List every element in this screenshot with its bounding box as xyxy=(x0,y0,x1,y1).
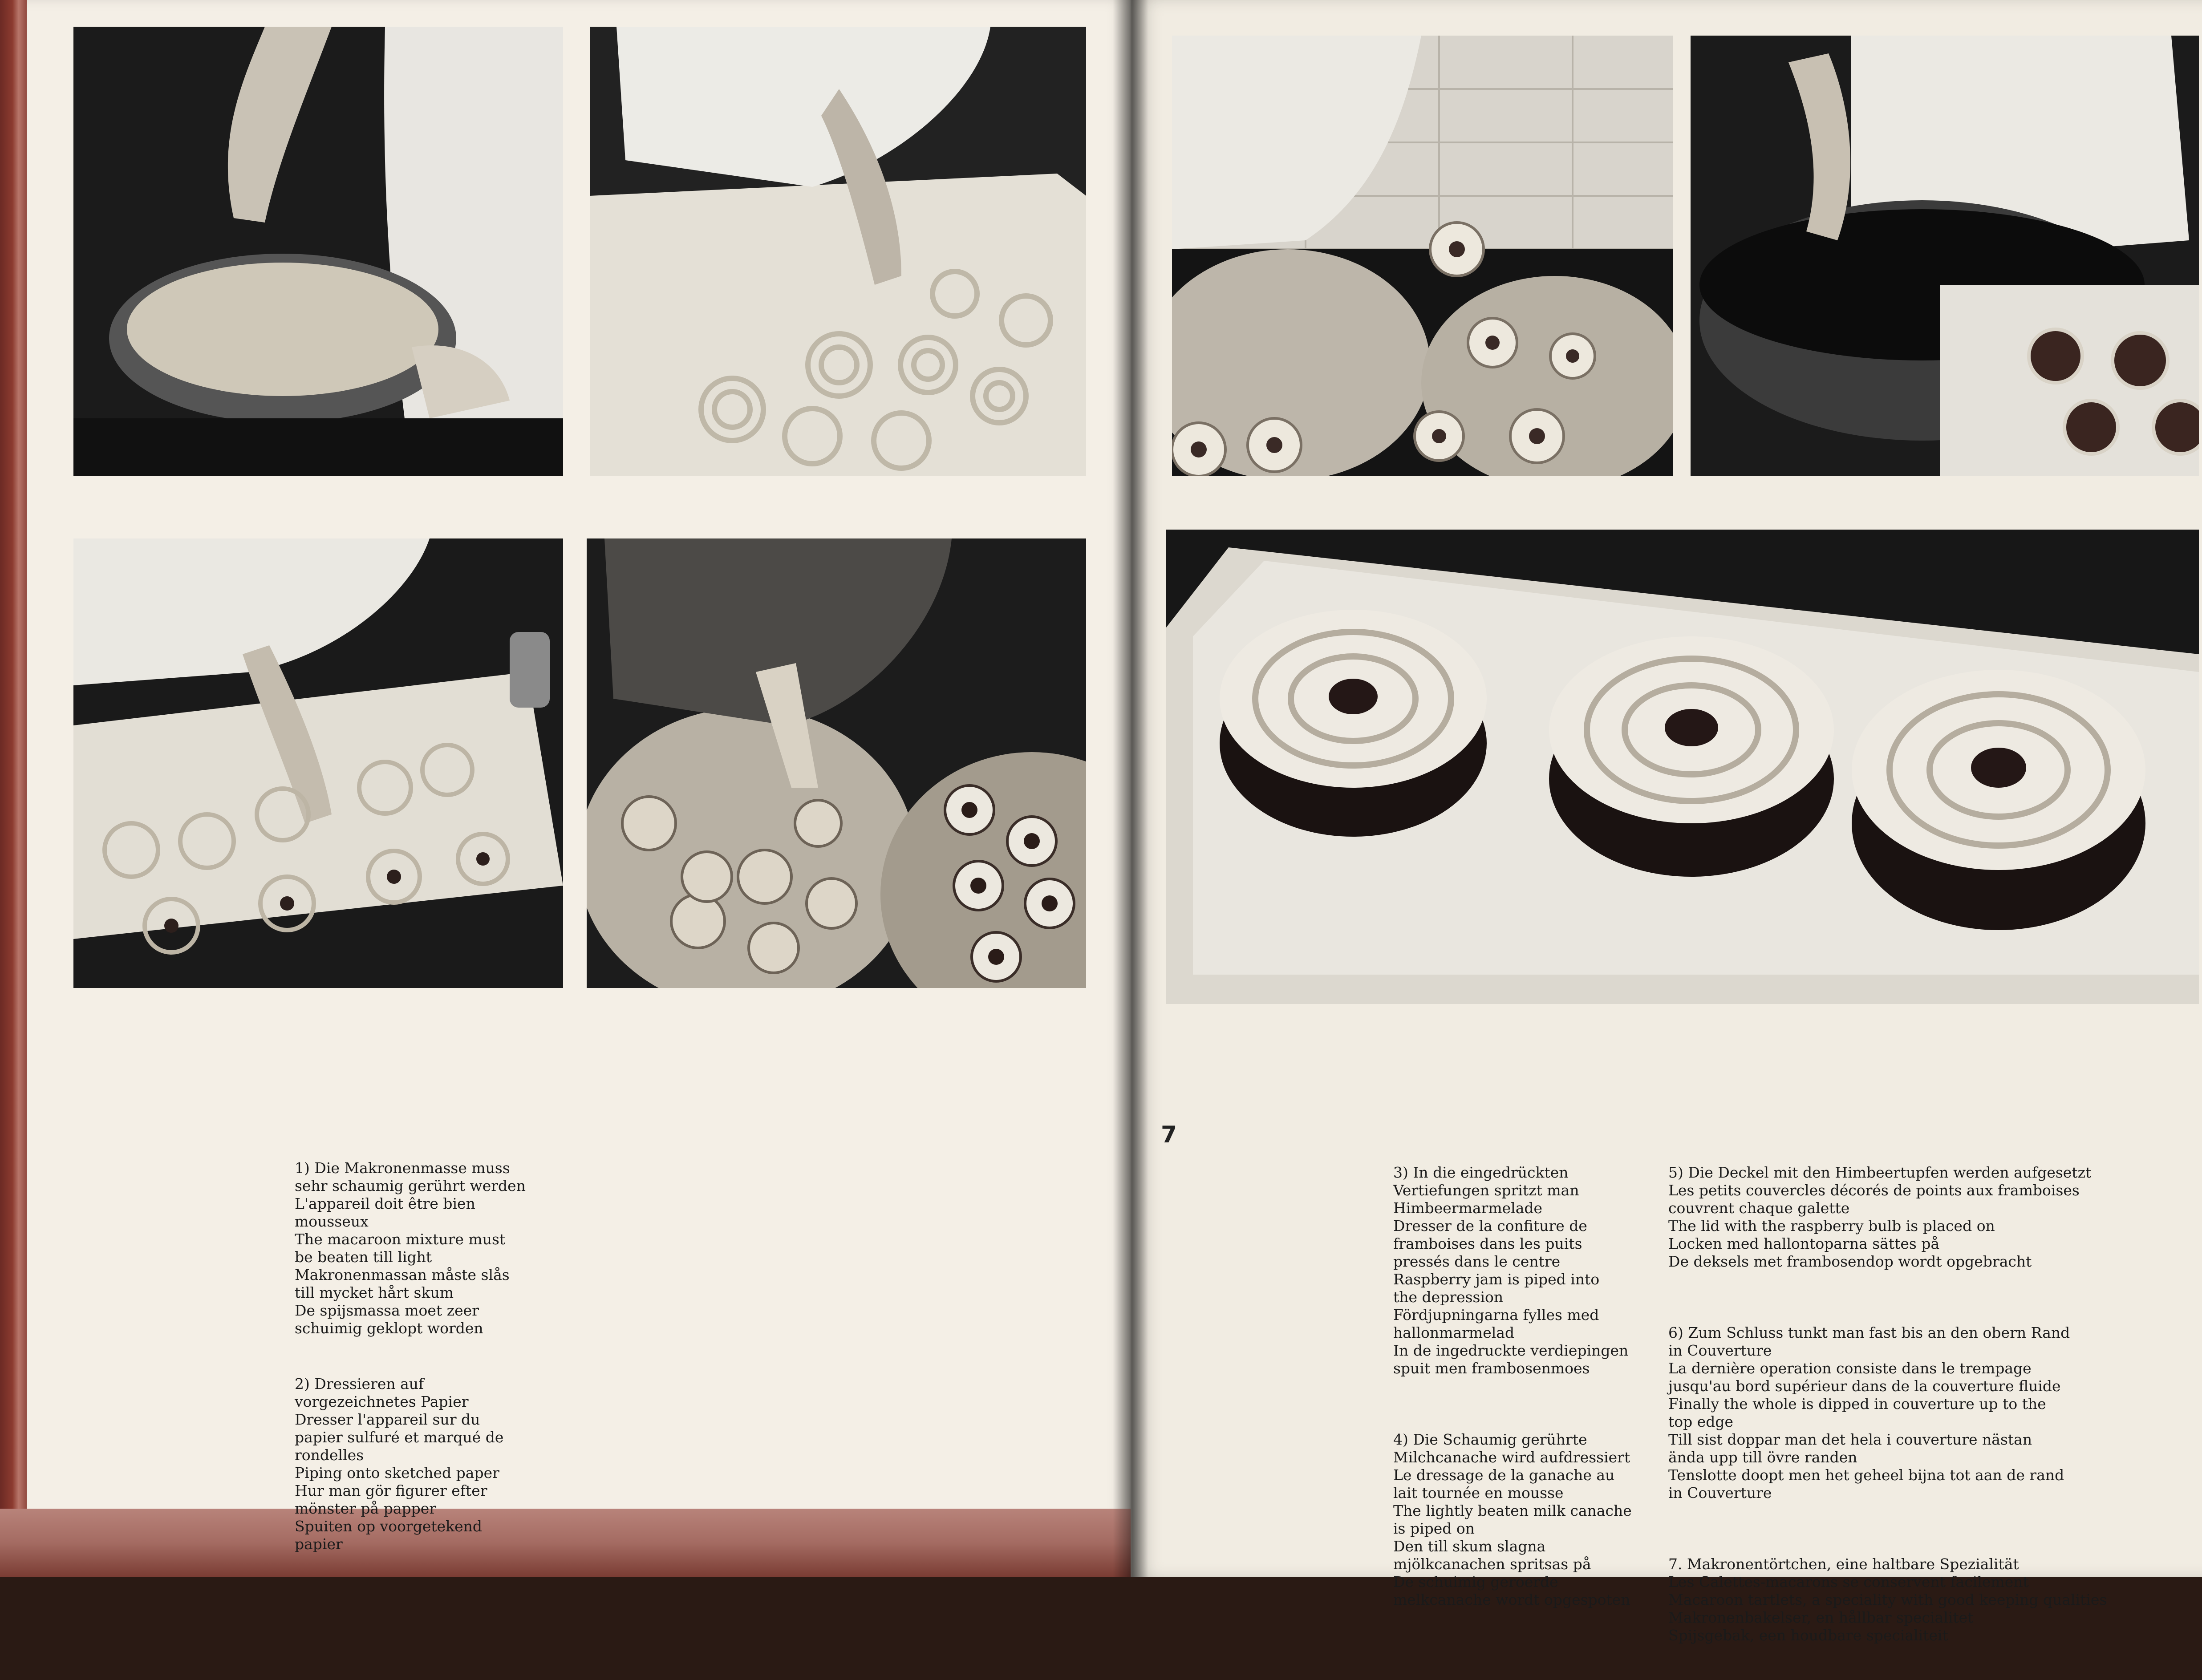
caption-line: In de ingedruckte verdiepingen xyxy=(1393,1342,1629,1359)
caption-line: jusqu'au bord supérieur dans de la couverture fluide xyxy=(1668,1377,2061,1395)
caption-line: mönster på papper xyxy=(295,1500,437,1517)
caption-line: 7. Makronentörtchen, eine haltbare Spezialität xyxy=(1668,1555,2019,1573)
caption-line: Spuiten op voorgetekend xyxy=(295,1518,483,1535)
caption-line: De deksels met frambosendop wordt opgebracht xyxy=(1668,1253,2032,1270)
caption-line: is piped on xyxy=(1393,1520,1475,1537)
caption-line: be beaten till light xyxy=(295,1248,432,1266)
photo-dipping-couverture xyxy=(1691,36,2199,476)
caption-step-5 xyxy=(1668,1164,2107,1271)
caption-line: mousseux xyxy=(295,1213,369,1230)
caption-right-col-a xyxy=(1393,1128,1632,1644)
caption-line: Himbeermarmelade xyxy=(1393,1199,1543,1217)
caption-step-1 xyxy=(295,1159,526,1337)
caption-line: Dresser l'appareil sur du xyxy=(295,1411,480,1428)
caption-line: hallonmarmelad xyxy=(1393,1324,1515,1341)
caption-line: De spijsmassa moet zeer xyxy=(295,1302,479,1319)
photo-finished-tartlets xyxy=(1166,530,2199,1004)
caption-line: Makronenmassan måste slås xyxy=(295,1266,510,1283)
caption-line: Le dressage de la ganache au xyxy=(1393,1466,1615,1484)
caption-line: 1) Die Makronenmasse muss xyxy=(295,1159,510,1177)
caption-step-4 xyxy=(1393,1431,1632,1609)
caption-line: ända upp till övre randen xyxy=(1668,1449,1857,1466)
photo-piping-jam xyxy=(73,538,563,988)
caption-line: De schuimig geroerde xyxy=(1393,1573,1558,1591)
caption-line: Raspberry jam is piped into xyxy=(1393,1271,1600,1288)
caption-line: Spijsgebak, een houdbare specialiteit xyxy=(1668,1627,1948,1644)
caption-line: couvrent chaque galette xyxy=(1668,1199,1850,1217)
book-gutter xyxy=(1113,0,1148,1577)
caption-step-3 xyxy=(1393,1164,1632,1377)
caption-line: Macaroon tartlets, a speciality with good keeping qualities xyxy=(1668,1591,2107,1608)
caption-line: top edge xyxy=(1668,1413,1734,1430)
caption-line: in Couverture xyxy=(1668,1342,1772,1359)
caption-line: schuimig geklopt worden xyxy=(295,1320,483,1337)
caption-line: The macaroon mixture must xyxy=(295,1231,506,1248)
caption-line: La dernière operation consiste dans le trempage xyxy=(1668,1360,2032,1377)
caption-line: Milchcanache wird aufdressiert xyxy=(1393,1449,1630,1466)
caption-line: Dresser de la confiture de xyxy=(1393,1217,1587,1235)
caption-line: 3) In die eingedrückten xyxy=(1393,1164,1569,1181)
caption-line: L'appareil doit être bien xyxy=(295,1195,475,1212)
caption-line: Locken med hallontoparna sättes på xyxy=(1668,1235,1940,1252)
caption-step-7 xyxy=(1668,1555,2107,1644)
caption-line: papier xyxy=(295,1535,343,1553)
caption-line: Tenslotte doopt men het geheel bijna tot aan de rand xyxy=(1668,1466,2064,1484)
photo-piping-spirals xyxy=(590,27,1086,476)
caption-line: papier sulfuré et marqué de xyxy=(295,1429,504,1446)
caption-left-2 xyxy=(295,1340,503,1589)
caption-line: Till sist doppar man det hela i couverture nästan xyxy=(1668,1431,2032,1448)
caption-line: The lid with the raspberry bulb is placed on xyxy=(1668,1217,1995,1235)
caption-line: Fördjupningarna fylles med xyxy=(1393,1306,1599,1324)
caption-line: 6) Zum Schluss tunkt man fast bis an den obern Rand xyxy=(1668,1324,2070,1341)
caption-line: rondelles xyxy=(295,1446,364,1464)
photo-mixing-bowl xyxy=(73,27,563,476)
caption-line: 2) Dressieren auf xyxy=(295,1375,424,1393)
caption-line: 4) Die Schaumig gerührte xyxy=(1393,1431,1587,1448)
caption-line: in Couverture xyxy=(1668,1484,1772,1502)
caption-line: the depression xyxy=(1393,1288,1504,1306)
caption-line: Hur man gör figurer efter xyxy=(295,1482,487,1499)
caption-line: Les Calettes-macarons se conservent facilement xyxy=(1668,1573,2029,1591)
caption-line: Makronenbakelser, en hållbar specialitet xyxy=(1668,1609,1974,1626)
caption-line: Finally the whole is dipped in couverture up to the xyxy=(1668,1395,2046,1413)
caption-line: spuit men frambosenmoes xyxy=(1393,1360,1590,1377)
caption-line: pressés dans le centre xyxy=(1393,1253,1561,1270)
page-number: 7 xyxy=(1161,1121,1177,1148)
caption-line: The lightly beaten milk canache xyxy=(1393,1502,1632,1519)
caption-line: Piping onto sketched paper xyxy=(295,1464,499,1482)
caption-line: 5) Die Deckel mit den Himbeertupfen werden aufgesetzt xyxy=(1668,1164,2092,1181)
photo-placing-lids xyxy=(1172,36,1673,476)
caption-step-2 xyxy=(295,1375,503,1553)
caption-line: till mycket hårt skum xyxy=(295,1284,454,1301)
caption-line: mjölkcanachen spritsas på xyxy=(1393,1555,1591,1573)
caption-line: vorgezeichnetes Papier xyxy=(295,1393,469,1410)
caption-line: sehr schaumig gerührt werden xyxy=(295,1177,526,1194)
photo-piping-canache xyxy=(587,538,1086,988)
caption-line: Vertiefungen spritzt man xyxy=(1393,1182,1579,1199)
book-cover-bottom-edge xyxy=(0,1509,1131,1577)
caption-right-col-b xyxy=(1668,1128,2107,1680)
caption-line: framboises dans les puits xyxy=(1393,1235,1582,1252)
caption-line: melkcanache wordt opgespoten xyxy=(1393,1591,1630,1608)
caption-line: Les petits couvercles décorés de points aux framboises xyxy=(1668,1182,2080,1199)
caption-line: lait tournée en mousse xyxy=(1393,1484,1564,1502)
caption-line: Den till skum slagna xyxy=(1393,1538,1546,1555)
caption-step-6 xyxy=(1668,1324,2107,1502)
